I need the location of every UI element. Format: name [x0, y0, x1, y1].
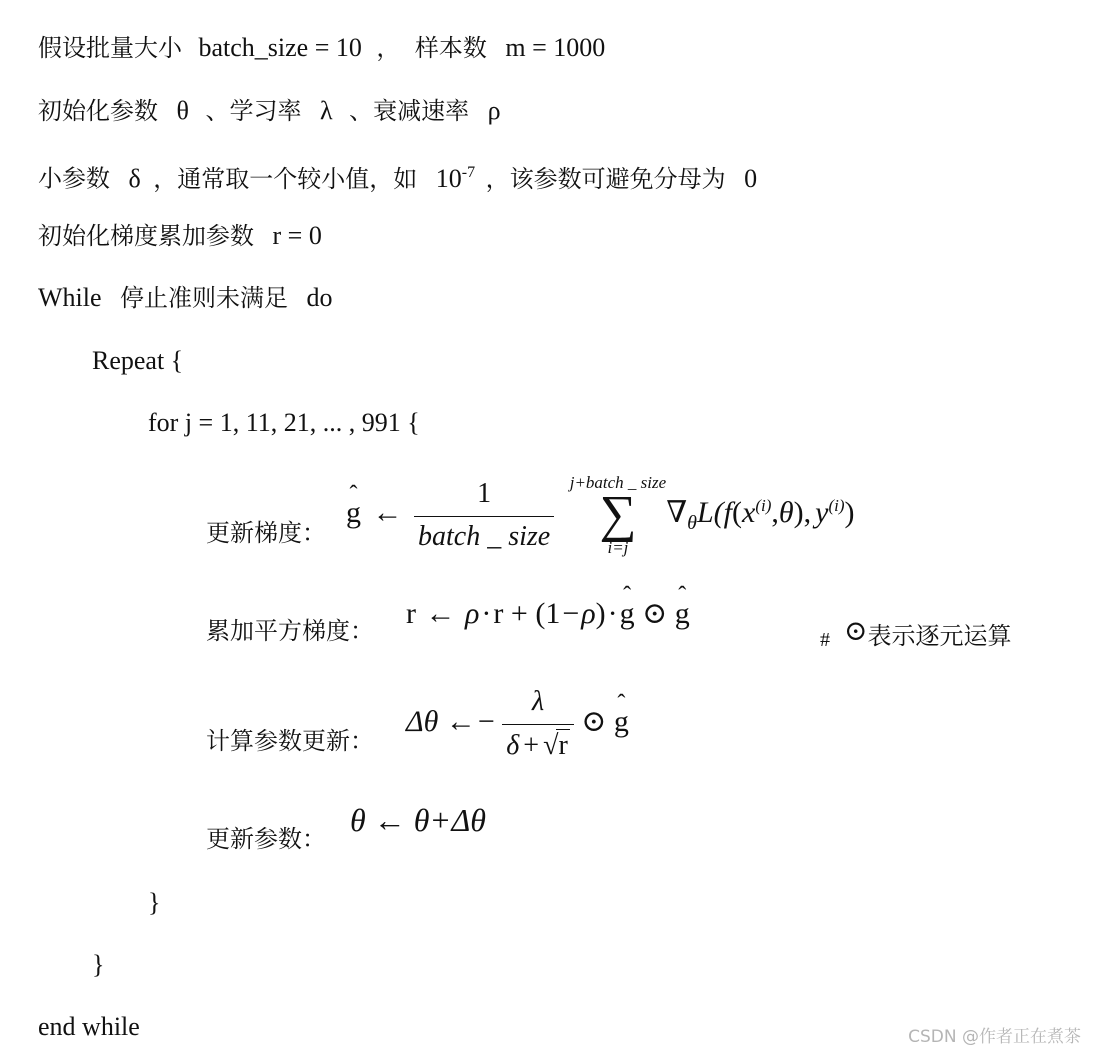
text-init-accum: 初始化梯度累加参数 [38, 222, 254, 250]
sqrt-radicand: r [558, 730, 568, 761]
comment-odot-icon: ⊙ [844, 616, 868, 647]
symbol-nabla: ∇ [666, 495, 688, 529]
line-batch-size [38, 33, 605, 63]
text-m-value: m = 1000 [505, 33, 606, 62]
text-separator: ， [376, 34, 401, 62]
fraction-denominator: batch _ size [418, 520, 551, 552]
line-apply-update [206, 824, 326, 854]
symbol-f: f [723, 495, 732, 529]
symbol-theta-rhs: θ [413, 802, 430, 838]
y-superscript: (i) [828, 495, 845, 515]
fraction-denominator-delta: δ + √r [506, 730, 568, 761]
symbol-x: x [742, 495, 756, 529]
line-small-param [38, 158, 757, 194]
line-init-params [38, 96, 501, 126]
label-apply-update: 更新参数： [206, 825, 326, 853]
summation [570, 474, 666, 556]
line-repeat [92, 346, 183, 376]
line-for [148, 408, 420, 438]
symbol-delta-theta: Δθ [406, 704, 439, 738]
keyword-end-while: end while [38, 1012, 140, 1041]
symbol-g-hat-2: ˆ g [675, 597, 690, 631]
line-update-gradient [206, 518, 326, 548]
symbol-close-paren: ) [844, 495, 855, 529]
sqrt-symbol: √ [543, 730, 559, 761]
symbol-negative: − [477, 704, 495, 738]
formula-accumulate [406, 596, 690, 631]
text-delta: δ [128, 163, 141, 193]
nabla-subscript: θ [687, 511, 697, 534]
keyword-while: While [38, 283, 102, 312]
line-init-accum [38, 221, 322, 251]
text-exponent: -7 [461, 164, 476, 181]
symbol-g-hat: ˆ g [346, 496, 361, 530]
symbol-arrow: ← [373, 802, 406, 838]
label-accumulate: 累加平方梯度： [206, 617, 374, 645]
text-usually-small: ，通常取一个较小值，如 [153, 164, 418, 193]
text-batch-size-value: batch_size = 10 [198, 33, 362, 62]
keyword-repeat: Repeat { [92, 346, 184, 375]
text-sample-count: 样本数 [414, 34, 487, 62]
line-close-for [148, 888, 160, 918]
text-avoid-zero: ，该参数可避免分母为 [485, 164, 726, 193]
brace-close-for: } [148, 888, 161, 917]
line-while [38, 283, 333, 313]
x-superscript: (i) [755, 495, 772, 515]
symbol-arrow: ← [372, 495, 403, 529]
symbol-arrow: ← [445, 704, 476, 738]
symbol-delta-theta-rhs: Δθ [451, 802, 486, 838]
text-learning-rate: 、学习率 [205, 97, 302, 125]
text-rho: ρ [487, 96, 501, 125]
fraction-numerator-lambda: λ [502, 686, 574, 725]
text-theta: θ [176, 96, 189, 125]
symbol-close-comma: ), [793, 495, 812, 529]
symbol-minus: − [562, 597, 580, 630]
watermark: CSDN @作者正在煮茶 [908, 1027, 1081, 1047]
text-decay-rate: 、衰减速率 [349, 97, 470, 125]
text-ten: 10 [435, 163, 462, 193]
line-end-while [38, 1012, 140, 1042]
formula-apply-update [350, 802, 486, 839]
symbol-theta-arg: θ [778, 495, 794, 529]
keyword-for: for j = 1, 11, 21, ... , 991 { [148, 408, 420, 437]
symbol-r: r [406, 597, 416, 630]
fraction-numerator: 1 [414, 478, 554, 517]
symbol-plus: + [431, 802, 450, 838]
text-small-param: 小参数 [38, 164, 110, 193]
formula-compute-update [406, 686, 629, 762]
comment-elementwise [820, 614, 1011, 652]
label-compute-update: 计算参数更新： [206, 727, 374, 755]
comment-text: 表示逐元运算 [867, 622, 1012, 650]
text-init-params: 初始化参数 [38, 97, 158, 125]
text-zero: 0 [744, 163, 758, 193]
fraction-lambda [502, 686, 574, 762]
sum-lower-limit: i=j [607, 538, 629, 557]
text-lambda: λ [319, 96, 333, 125]
text-stop-criterion: 停止准则未满足 [120, 284, 289, 312]
symbol-g-hat-update: ˆ g [614, 705, 629, 739]
symbol-close: ) [595, 597, 606, 630]
symbol-comma: , [771, 495, 779, 529]
keyword-do: do [306, 283, 333, 312]
comment-hash: # [820, 628, 830, 651]
symbol-rho: ρ [465, 597, 480, 630]
text-assume-batch: 假设批量大小 [38, 34, 182, 62]
symbol-y: y [815, 495, 829, 529]
symbol-arrow: ← [425, 597, 456, 630]
line-compute-update [206, 726, 374, 756]
line-accumulate [206, 616, 374, 646]
symbol-odot-update: ⊙ [581, 704, 607, 738]
line-close-repeat [92, 950, 104, 980]
symbol-dot2: · [607, 597, 618, 630]
text-r-zero: r = 0 [272, 221, 322, 250]
symbol-open: (1 [535, 597, 561, 630]
symbol-rho2: ρ [581, 597, 596, 630]
symbol-odot: ⊙ [642, 597, 668, 630]
symbol-theta-lhs: θ [350, 802, 366, 838]
symbol-plus: + [510, 597, 528, 630]
label-update-gradient: 更新梯度： [206, 519, 326, 547]
fraction-one-over-batch [414, 478, 554, 553]
symbol-r2: r [493, 597, 504, 630]
sum-symbol: ∑ [599, 486, 637, 543]
formula-gradient [346, 474, 855, 556]
symbol-L: L( [696, 495, 724, 529]
sum-upper-limit: j+batch _ size [569, 473, 667, 492]
symbol-dot: · [481, 597, 492, 630]
symbol-g-hat-1: ˆ g [620, 597, 635, 631]
brace-close-repeat: } [92, 950, 105, 979]
symbol-paren: ( [732, 495, 742, 529]
